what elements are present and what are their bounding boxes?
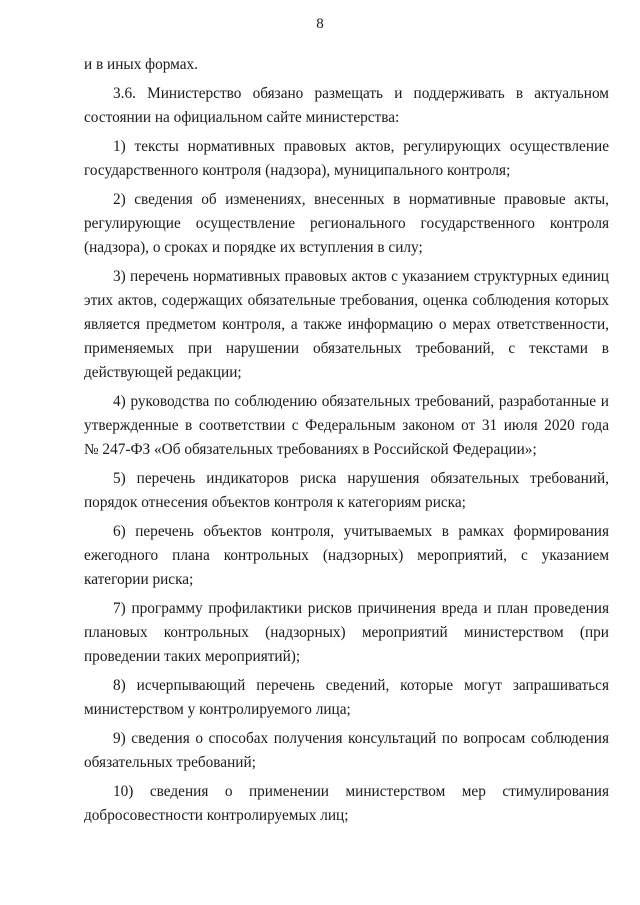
- text-line: этих актов, содержащих обязательные требования, оценка соблюдения которых: [84, 292, 609, 309]
- text-line: ежегодного плана контрольных (надзорных) мероприятий, с указанием: [84, 547, 609, 564]
- document-body: [84, 53, 609, 828]
- text-line: порядок отнесения объектов контроля к категориям риска;: [84, 494, 466, 511]
- text-line: 1) тексты нормативных правовых актов, регулирующих осуществление: [113, 138, 609, 155]
- text-line: категории риска;: [84, 571, 194, 588]
- text-line: регулирующие осуществление регионального государственного контроля: [84, 215, 609, 232]
- text-line: плановых контрольных (надзорных) мероприятий министерством (при: [84, 624, 609, 641]
- text-line: 4) руководства по соблюдению обязательных требований, разработанные и: [113, 393, 609, 410]
- text-line: 7) программу профилактики рисков причинения вреда и план проведения: [113, 600, 609, 617]
- text-line: 5) перечень индикаторов риска нарушения обязательных требований,: [113, 470, 609, 487]
- text-line: и в иных формах.: [84, 56, 198, 73]
- text-line: утвержденные в соответствии с Федеральным законом от 31 июля 2020 года: [84, 417, 609, 434]
- text-line: государственного контроля (надзора), муниципального контроля;: [84, 162, 511, 179]
- text-line: добросовестности контролируемых лиц;: [84, 807, 349, 824]
- text-line: является предметом контроля, а также информацию о мерах ответственности,: [84, 316, 609, 333]
- text-line: № 247-ФЗ «Об обязательных требованиях в Российской Федерации»;: [84, 441, 537, 458]
- text-line: 6) перечень объектов контроля, учитываемых в рамках формирования: [113, 523, 609, 540]
- page-number: 8: [316, 16, 324, 32]
- text-line: министерством у контролируемого лица;: [84, 701, 351, 718]
- text-line: 3.6. Министерство обязано размещать и поддерживать в актуальном: [113, 85, 609, 102]
- text-line: (надзора), о сроках и порядке их вступления в силу;: [84, 239, 423, 256]
- text-line: обязательных требований;: [84, 754, 256, 771]
- text-line: состоянии на официальном сайте министерства:: [84, 109, 400, 126]
- text-line: 10) сведения о применении министерством мер стимулирования: [113, 783, 609, 800]
- text-line: 9) сведения о способах получения консультаций по вопросам соблюдения: [113, 730, 609, 747]
- text-line: 8) исчерпывающий перечень сведений, которые могут запрашиваться: [113, 677, 609, 694]
- text-line: 2) сведения об изменениях, внесенных в нормативные правовые акты,: [113, 191, 609, 208]
- text-line: 3) перечень нормативных правовых актов с указанием структурных единиц: [113, 268, 609, 285]
- text-line: применяемых при нарушении обязательных требований, с текстами в: [84, 340, 609, 357]
- text-line: действующей редакции;: [84, 364, 242, 381]
- text-line: проведении таких мероприятий);: [84, 648, 301, 665]
